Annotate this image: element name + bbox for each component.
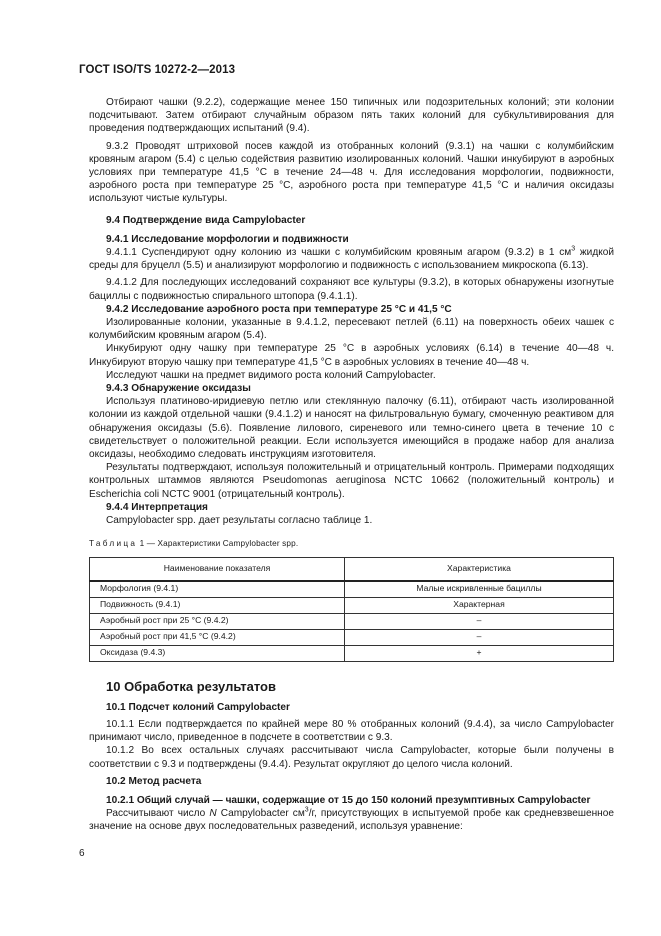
table-cell: Подвижность (9.4.1) (90, 597, 345, 613)
table-header-row (90, 557, 614, 581)
paragraph: Изолированные колонии, указанные в 9.4.1.2, пересевают петлей (6.11) на поверхность обеих чашек с колумбийским кровяным агаром (5.4). (89, 317, 614, 342)
table-cell: – (345, 629, 614, 645)
caption-text: 1 — Характеристики Campylobacter spp. (137, 539, 299, 549)
heading-10-1: 10.1 Подсчет колоний Campylobacter (106, 701, 290, 713)
heading-10-2-1: 10.2.1 Общий случай — чашки, содержащие от 15 до 150 колоний презумптивных Campylobacter (106, 794, 591, 806)
superscript: 3 (571, 245, 576, 253)
column-header: Наименование показателя (90, 557, 345, 581)
variable-n: N (209, 808, 217, 820)
table-cell: Характерная (345, 597, 614, 613)
paragraph: Результаты подтверждают, используя положительный и отрицательный контроль. Примерами подходящих контрольных штаммов являются Pseudomonas aeruginosa NCTC 10662 (положительный контроль) и Escherichia coli NCTC 9001 (отрицательный контроль). (89, 462, 614, 500)
paragraph-10-1-2: 10.1.2 Во всех остальных случаях рассчитывают числа Campylobacter, которые были получены в соответствии с 9.3 и подтверждены (9.4.4). Результат округляют до целого числа колоний. (89, 745, 614, 770)
table-cell: – (345, 613, 614, 629)
caption-prefix: Таблица (89, 539, 138, 549)
heading-10-2: 10.2 Метод расчета (106, 775, 202, 787)
table-row (90, 645, 614, 661)
paragraph: Используя платиново-иридиевую петлю или стеклянную палочку (6.11), отбирают часть изолированной колонии из каждой отдельной чашки (9.4.1.2) и наносят на фильтровальную бумагу, смоченную реактивом для обнаружения оксидазы (5.6). Появление лилового, сиреневого или темно-синего цвета в течение 10 с свидетельствует о положительной реакции. Если используется имеющийся в продаже набор для анализа оксидазы, необходимо следовать инструкциям изготовителя. (89, 396, 614, 461)
heading-9-4-3: 9.4.3 Обнаружение оксидазы (106, 383, 251, 395)
paragraph-10-2-1 (89, 807, 614, 833)
column-header: Характеристика (345, 557, 614, 581)
page-content (89, 96, 614, 834)
paragraph: Инкубируют одну чашку при температуре 25 °С в аэробных условиях (6.14) в течение 40—48 ч. Инкубируют вторую чашку при температуре 41,5 °С в аэробных условиях в течение 40—48 ч. (89, 343, 614, 368)
table-row (90, 613, 614, 629)
superscript: 3 (304, 806, 309, 814)
paragraph: Исследуют чашки на предмет видимого роста колоний Campylobacter. (106, 369, 436, 381)
text-fragment: Рассчитывают число (106, 808, 210, 820)
heading-9-4: 9.4 Подтверждение вида Campylobacter (106, 214, 306, 226)
heading-9-4-2: 9.4.2 Исследование аэробного роста при температуре 25 °С и 41,5 °С (106, 303, 452, 315)
table-caption (89, 537, 614, 550)
standard-header: ГОСТ ISO/TS 10272-2—2013 (79, 64, 236, 76)
characteristics-table (89, 557, 614, 662)
paragraph-9-4-1-1 (89, 246, 614, 272)
table-cell: + (345, 645, 614, 661)
section-10-title: 10 Обработка результатов (106, 678, 276, 694)
paragraph: Отбирают чашки (9.2.2), содержащие менее 150 типичных или подозрительных колоний; эти колонии подсчитывают. Затем отбирают случайным образом пять таких колоний для субкультивирования для проведения подтверждающих испытаний (9.4). (89, 97, 614, 135)
text-fragment: 9.4.1.1 Суспендируют одну колонию из чашки с колумбийским кровяным агаром (9.3.2) в 1 см (106, 247, 572, 259)
table-cell: Аэробный рост при 41,5 °С (9.4.2) (90, 629, 345, 645)
paragraph-10-1-1: 10.1.1 Если подтверждается по крайней мере 80 % отобранных колоний (9.4.4), за число Campylobacter принимают число, приведенное в подсчете в соответствии с 9.3. (89, 718, 614, 744)
table-cell: Малые искривленные бациллы (345, 581, 614, 598)
heading-9-4-4: 9.4.4 Интерпретация (106, 501, 208, 513)
page-number: 6 (79, 848, 85, 859)
table-cell: Оксидаза (9.4.3) (90, 645, 345, 661)
text-fragment: /г, присутствующих в испытуемой пробе как средневзвешенное значение на основе двух последовательных разведений, используя уравнение: (89, 808, 614, 833)
paragraph: Campylobacter spp. дает результаты согласно таблице 1. (106, 515, 373, 527)
heading-9-4-1: 9.4.1 Исследование морфологии и подвижности (106, 233, 349, 245)
table-cell: Аэробный рост при 25 °С (9.4.2) (90, 613, 345, 629)
text-fragment: Campylobacter см (216, 808, 305, 820)
table-cell: Морфология (9.4.1) (90, 581, 345, 598)
table-row (90, 629, 614, 645)
table-row (90, 581, 614, 598)
paragraph-9-4-1-2: 9.4.1.2 Для последующих исследований сохраняют все культуры (9.3.2), в которых обнаружены изогнутые бациллы с подвижностью спирального штопора (9.4.1.1). (89, 277, 614, 302)
text-fragment: жидкой среды для бруцелл (5.5) и анализируют морфологию и подвижность с использованием микроскопа (6.13). (89, 247, 614, 272)
table-row (90, 597, 614, 613)
paragraph-9-3-2: 9.3.2 Проводят штриховой посев каждой из отобранных колоний (9.3.1) на чашки с колумбийским кровяным агаром (5.4) с целью содействия развитию изолированных колоний. Чашки инкубируют в аэробных условиях при температуре 41,5 °С в течение 24—48 ч. Для исследования морфологии, подвижности, аэробного роста при температуре 25 °С, аэробного роста при температуре 41,5 °С и наличия оксидазы используют чистые культуры. (89, 140, 614, 205)
